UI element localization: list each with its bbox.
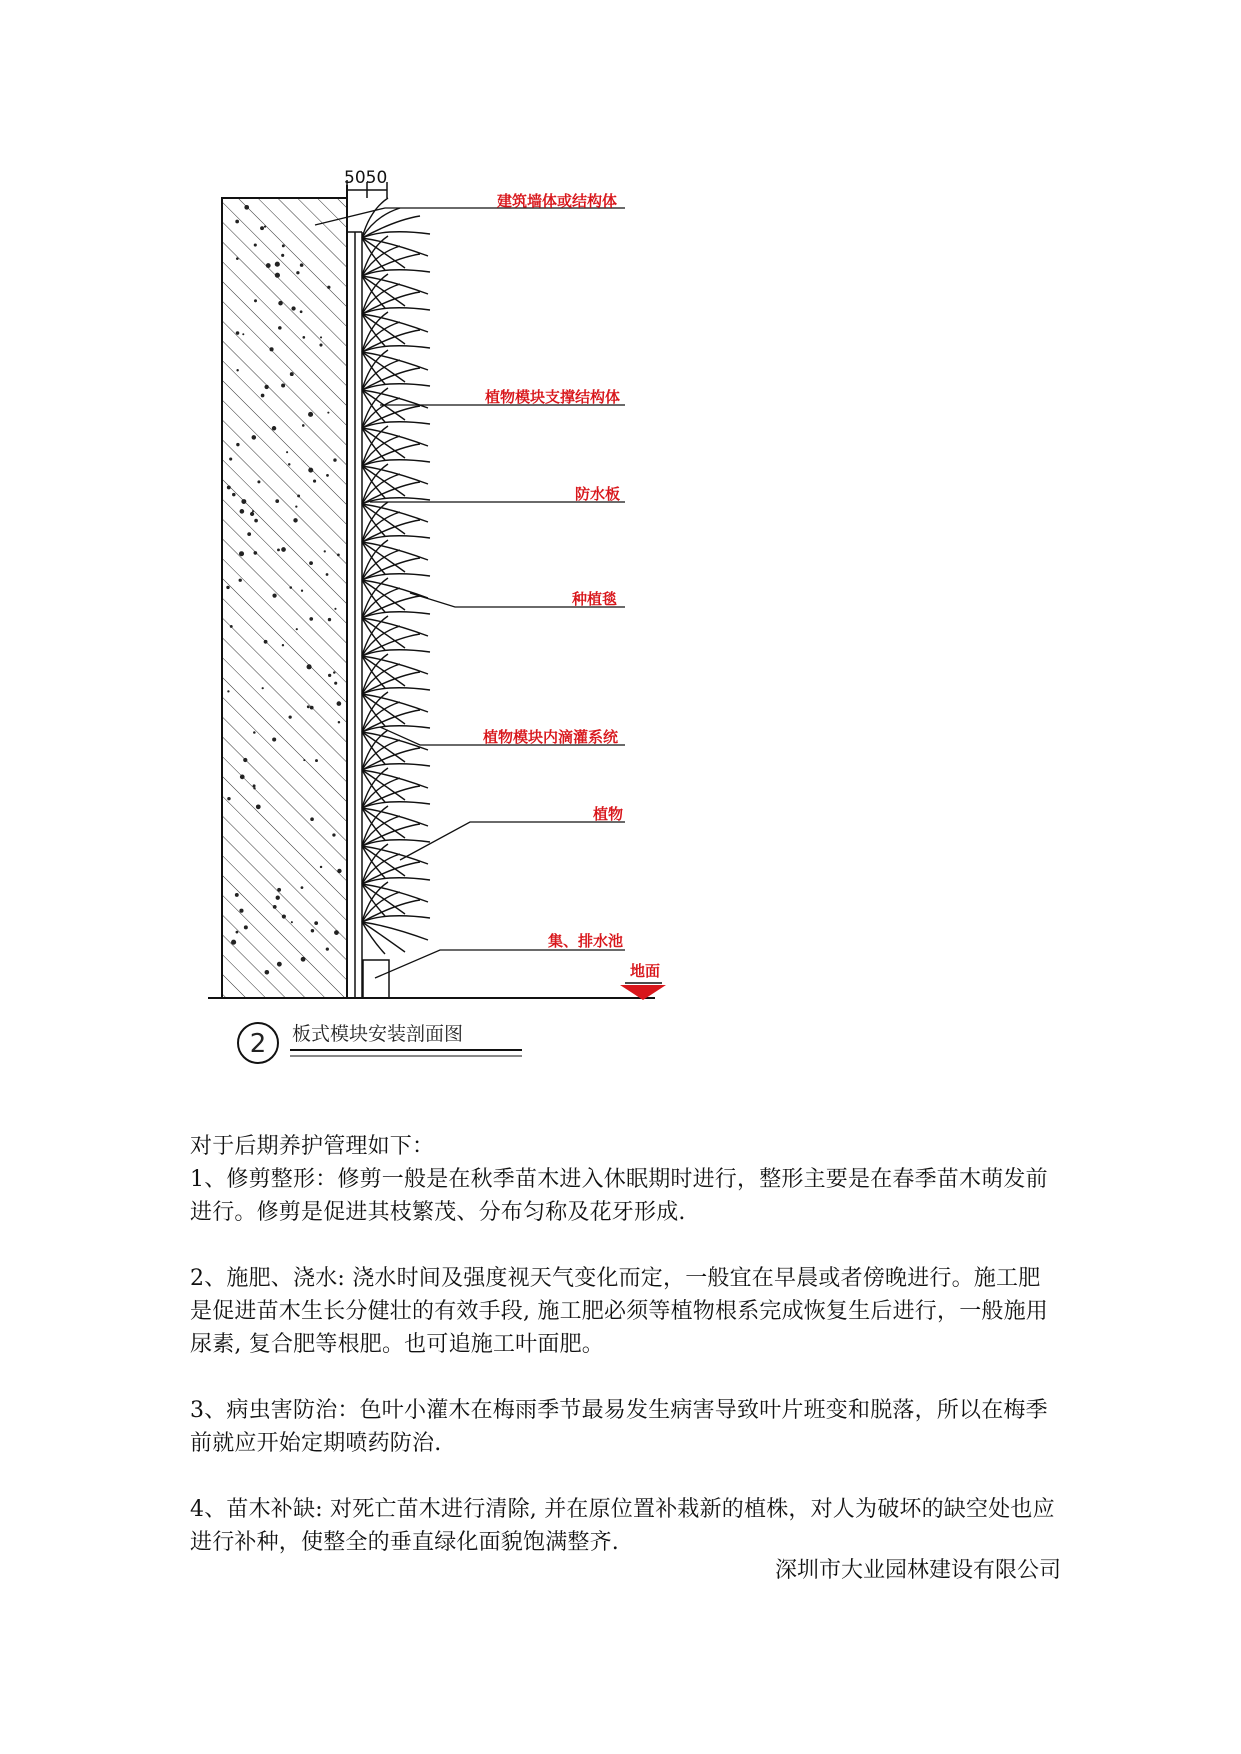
- speckle: [252, 510, 254, 512]
- speckle: [334, 682, 337, 685]
- speckle: [333, 458, 336, 461]
- speckle: [309, 617, 313, 621]
- figure-caption: [238, 1023, 522, 1063]
- plant-tuft: [362, 350, 430, 422]
- speckle: [289, 715, 292, 718]
- speckle: [256, 804, 261, 809]
- plant-tuft: [362, 692, 430, 764]
- speckle: [272, 426, 277, 431]
- speckle: [250, 512, 254, 516]
- plant-tuft: [362, 388, 430, 460]
- speckle: [261, 394, 265, 398]
- speckle: [275, 273, 280, 278]
- plant-tuft: [362, 464, 430, 536]
- speckle: [252, 435, 257, 440]
- item-replanting: 4、苗木补缺: 对死亡苗木进行清除, 并在原位置补栽新的植株，对人为破坏的缺空处也应进行补种，使整全的垂直绿化面貌饱满整齐.: [190, 1497, 1055, 1555]
- speckle: [236, 931, 239, 934]
- speckle: [293, 518, 297, 522]
- speckle: [260, 226, 264, 230]
- speckle: [264, 225, 266, 227]
- speckle: [239, 551, 244, 556]
- speckle: [230, 625, 233, 628]
- plant-column: [362, 198, 430, 954]
- speckle: [282, 644, 284, 646]
- speckle: [247, 532, 251, 536]
- speckle: [310, 817, 314, 821]
- speckle: [254, 519, 258, 523]
- speckle: [307, 664, 312, 669]
- speckle: [241, 499, 246, 504]
- speckle: [281, 383, 285, 387]
- item-pruning: 1、修剪整形：修剪一般是在秋季苗木进入休眠期时进行，整形主要是在春季苗木萌发前进行。修剪是促进其枝繁茂、分布匀称及花牙形成.: [190, 1167, 1048, 1225]
- speckle: [302, 424, 305, 427]
- speckle: [282, 914, 286, 918]
- speckle: [308, 468, 313, 473]
- plant-tuft: [362, 312, 430, 384]
- speckle: [282, 244, 285, 247]
- speckle: [239, 909, 243, 913]
- company-signature: 深圳市大业园林建设有限公司: [774, 1558, 1061, 1583]
- speckle: [236, 257, 239, 260]
- callouts: [483, 192, 660, 980]
- speckle: [334, 608, 336, 610]
- speckle: [242, 333, 244, 335]
- speckle: [232, 493, 235, 496]
- intro-line: 对于后期养护管理如下：: [190, 1134, 435, 1159]
- speckle: [314, 921, 318, 925]
- speckle: [308, 412, 313, 417]
- maintenance-text: [190, 1130, 1060, 1559]
- speckle: [324, 550, 326, 552]
- speckle: [262, 687, 264, 689]
- callout-drainage: 集、排水池: [547, 932, 623, 950]
- speckle: [301, 957, 306, 962]
- speckle: [313, 480, 316, 483]
- item-pest-control: 3、病虫害防治：色叶小灌木在梅雨季节最易发生病害导致叶片班变和脱落，所以在梅季前就应开始定期喷药防治.: [190, 1398, 1048, 1456]
- speckle: [275, 262, 280, 267]
- speckle: [277, 962, 282, 967]
- speckle: [270, 347, 274, 351]
- callout-wall: 建筑墙体或结构体: [496, 192, 617, 210]
- speckle: [326, 948, 329, 951]
- speckle: [266, 263, 271, 268]
- plant-tuft: [362, 274, 430, 346]
- caption-number: 2: [249, 1029, 267, 1059]
- speckle: [296, 628, 298, 630]
- speckle: [244, 925, 248, 929]
- speckle: [328, 674, 331, 677]
- speckle: [236, 369, 238, 371]
- speckle: [327, 286, 330, 289]
- callout-waterproof: 防水板: [574, 485, 620, 503]
- speckle: [326, 573, 329, 576]
- plant-tuft: [362, 236, 430, 308]
- plant-leaf: [362, 922, 385, 954]
- speckle: [227, 690, 229, 692]
- speckle: [320, 866, 322, 868]
- speckle: [239, 579, 242, 582]
- speckle: [243, 758, 247, 762]
- speckle: [281, 547, 286, 552]
- wall-section: [222, 198, 347, 998]
- plant-tuft: [362, 426, 430, 498]
- speckle: [257, 480, 260, 483]
- speckle: [333, 671, 335, 673]
- support-structure: [347, 185, 362, 998]
- callout-planting-mat: 种植毯: [571, 590, 617, 608]
- plant-tuft: [362, 654, 430, 726]
- plant-tuft: [362, 806, 430, 878]
- speckle: [337, 701, 342, 706]
- speckle: [278, 326, 282, 330]
- caption-title: 板式模块安装剖面图: [292, 1023, 464, 1045]
- speckle: [302, 336, 305, 339]
- speckle: [272, 738, 276, 742]
- speckle: [291, 921, 293, 923]
- speckle: [289, 586, 292, 589]
- speckle: [277, 888, 281, 892]
- speckle: [236, 331, 240, 335]
- speckle: [338, 721, 340, 723]
- speckle: [253, 784, 256, 787]
- plant-tuft: [362, 768, 430, 840]
- speckle: [288, 463, 290, 465]
- speckle: [264, 640, 268, 644]
- speckle: [254, 299, 257, 302]
- plant-tuft: [362, 882, 430, 954]
- speckle: [327, 412, 329, 414]
- speckle: [227, 797, 230, 800]
- speckle: [311, 929, 314, 932]
- dimension-label: 5050: [344, 168, 388, 188]
- speckle: [277, 548, 280, 551]
- speckle: [337, 553, 340, 556]
- plant-tuft: [362, 198, 430, 270]
- item-fertilizing: 2、施肥、浇水: 浇水时间及强度视天气变化而定，一般宜在早晨或者傍晚进行。施工肥是促进苗木生长分健壮的有效手段, 施工肥必须等植物根系完成恢复生后进行，一般施用尿素, 复合肥等根肥。也可追施工叶面肥。: [190, 1266, 1048, 1357]
- speckle: [334, 930, 339, 935]
- speckle: [301, 886, 304, 889]
- speckle: [319, 343, 322, 346]
- speckle: [286, 451, 288, 453]
- speckle: [332, 833, 335, 836]
- speckle: [328, 618, 331, 621]
- plant-tuft: [362, 578, 430, 650]
- speckle: [295, 505, 297, 507]
- drainage-basin: [363, 960, 389, 998]
- speckle: [315, 759, 318, 762]
- speckle: [276, 896, 280, 900]
- speckle: [297, 494, 300, 497]
- speckle: [275, 499, 279, 503]
- speckle: [240, 509, 245, 514]
- speckle: [337, 869, 341, 873]
- speckle: [281, 254, 284, 257]
- speckle: [273, 905, 277, 909]
- speckle: [254, 243, 257, 246]
- plant-tuft: [362, 502, 430, 574]
- speckle: [320, 336, 322, 338]
- speckle: [301, 590, 303, 592]
- speckle: [231, 940, 236, 945]
- plant-tuft: [362, 730, 430, 802]
- speckle: [253, 787, 255, 789]
- speckle: [296, 271, 299, 274]
- speckle: [244, 205, 249, 210]
- speckle: [309, 561, 313, 565]
- speckle: [291, 306, 295, 310]
- speckle: [303, 759, 305, 761]
- speckle: [254, 551, 258, 555]
- callout-irrigation: 植物模块内滴灌系统: [482, 728, 618, 746]
- speckle: [300, 263, 304, 267]
- plant-tuft: [362, 844, 430, 916]
- plant-tuft: [362, 540, 430, 612]
- dimension-mark: [344, 168, 387, 200]
- speckle: [264, 385, 268, 389]
- speckle: [326, 474, 329, 477]
- speckle: [307, 705, 310, 708]
- callout-plant: 植物: [592, 805, 623, 823]
- speckle: [265, 970, 270, 975]
- callout-support: 植物模块支撑结构体: [484, 388, 620, 406]
- speckle: [236, 443, 239, 446]
- plant-tuft: [362, 616, 430, 688]
- speckle: [235, 220, 239, 224]
- callout-ground: 地面: [629, 962, 660, 980]
- speckle: [235, 893, 239, 897]
- speckle: [300, 310, 303, 313]
- speckle: [226, 586, 229, 589]
- speckle: [227, 485, 231, 489]
- speckle: [240, 774, 245, 779]
- speckle: [278, 301, 283, 306]
- speckle: [253, 731, 256, 734]
- speckle: [272, 594, 276, 598]
- speckle: [310, 706, 314, 710]
- speckle: [290, 372, 294, 376]
- speckle: [229, 457, 232, 460]
